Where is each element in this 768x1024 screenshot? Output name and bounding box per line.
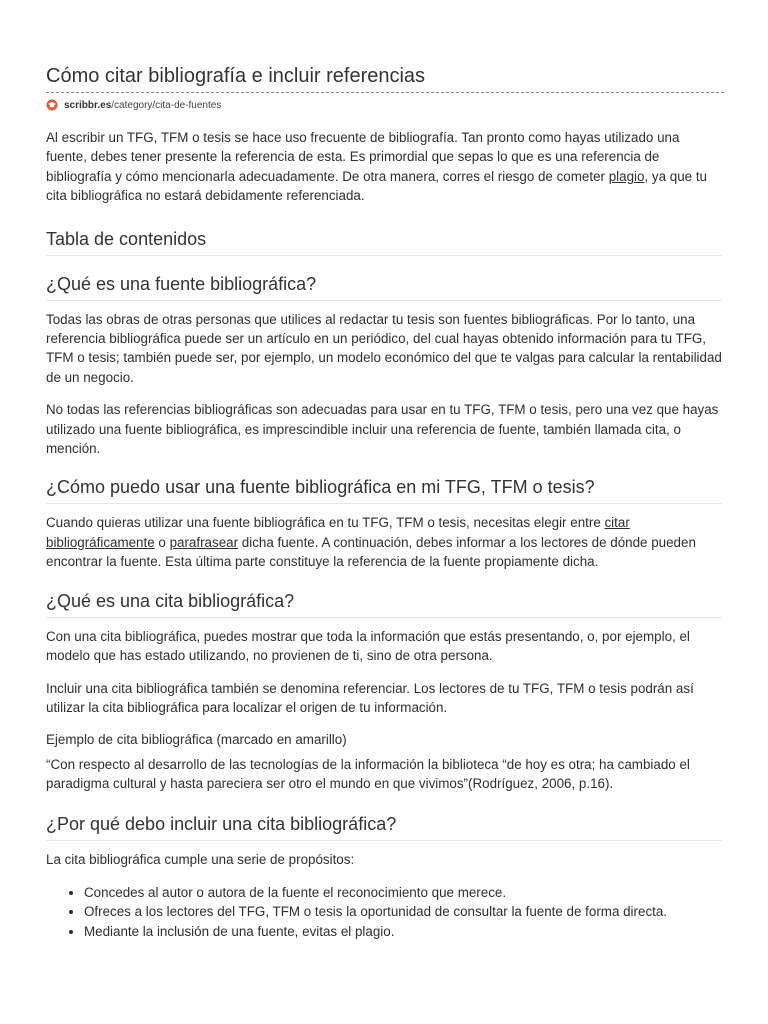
parafrasear-link[interactable]: parafrasear (169, 534, 239, 550)
section4-paragraph: La cita bibliográfica cumple una serie de propósitos: (46, 851, 355, 867)
section2-heading: ¿Cómo puedo usar una fuente bibliográfica en mi TFG, TFM o tesis? (46, 477, 595, 498)
list-item: • Concedes al autor o autora de la fuente el reconocimiento que merece. (84, 883, 722, 902)
toc-heading-block (46, 227, 722, 256)
toc-heading[interactable]: Tabla de contenidos (46, 228, 207, 249)
section2-text-2: dicha fuente. A continuación, debes informar a los lectores de dónde pueden encontrar la fuente. Esta última parte constituye la referencia de la fuente propiamente dicha. (46, 534, 696, 570)
scribbr-graduation-cap-icon (46, 99, 58, 111)
section2-text-o: o (154, 534, 170, 550)
source-line (46, 98, 722, 112)
section4-heading-block (46, 812, 722, 841)
example-quote: “Con respecto al desarrollo de las tecnologías de la información la biblioteca “de hoy es otra; ha cambiado el paradigma cultural y hasta pareciera ser otro el mundo en que vivimos”(Rodríguez, 2006, p.16). (46, 756, 690, 792)
intro-text-1: Al escribir un TFG, TFM o tesis se hace uso frecuente de bibliografía. Tan pronto como hayas utilizado una fuente, debes tener presente la referencia de esta. Es primordial que sepas lo que es una referencia de bibliografía y cómo mencionarla adecuadamente. De otra manera, corres el riesgo de cometer (46, 130, 680, 184)
source-path: /category/cita-de-fuentes (111, 99, 222, 111)
plagio-link[interactable]: plagio (608, 168, 645, 184)
page-title: Cómo citar bibliografía e incluir referencias (46, 65, 426, 87)
section4-heading: ¿Por qué debo incluir una cita bibliográfica? (46, 813, 397, 834)
source-link[interactable] (64, 100, 221, 111)
intro-text-2: , ya que tu cita bibliográfica no estará debidamente referenciada. (46, 168, 707, 204)
section3-heading: ¿Qué es una cita bibliográfica? (46, 590, 295, 611)
section3-heading-block (46, 589, 722, 618)
section1-paragraph-1: Todas las obras de otras personas que utilices al redactar tu tesis son fuentes bibliográficas. Por lo tanto, una referencia bibliográfica puede ser un artículo en un periódico, del cual hayas obtenido información para tu TFG, TFM o tesis; también puede ser, por ejemplo, un modelo económico del que te valgas para calcular la rentabilidad de un negocio. (46, 311, 722, 385)
section3-paragraph-1: Con una cita bibliográfica, puedes mostrar que toda la información que estás presentando, o, por ejemplo, el modelo que has estado utilizando, no provienen de ti, sino de otra persona. (46, 628, 690, 664)
citar-link[interactable]: citar bibliográficamente (46, 515, 630, 550)
section1-heading: ¿Qué es una fuente bibliográfica? (46, 273, 317, 294)
section1-heading-block (46, 272, 722, 301)
section2-heading-block (46, 475, 722, 504)
list-item: • Ofreces a los lectores del TFG, TFM o tesis la oportunidad de consultar la fuente de forma directa. (84, 902, 722, 921)
example-label: Ejemplo de cita bibliográfica (marcado en amarillo) (46, 732, 347, 748)
section1-paragraph-2: No todas las referencias bibliográficas son adecuadas para usar en tu TFG, TFM o tesis, pero una vez que hayas utilizado una fuente bibliográfica, es imprescindible incluir una referencia de fuente, también llamada cita, o mención. (46, 402, 719, 457)
purpose-list (46, 883, 722, 941)
section2-paragraph (46, 513, 722, 571)
list-item: • Mediante la inclusión de una fuente, evitas el plagio. (84, 922, 722, 941)
intro-paragraph (46, 128, 722, 206)
source-domain: scribbr.es (64, 99, 112, 111)
section3-paragraph-2: Incluir una cita bibliográfica también se denomina referenciar. Los lectores de tu TFG, TFM o tesis podrán así utilizar la cita bibliográfica para localizar el origen de tu información. (46, 680, 694, 715)
title-divider (46, 92, 724, 93)
section2-text-1: Cuando quieras utilizar una fuente bibliográfica en tu TFG, TFM o tesis, necesitas elegir entre (46, 515, 605, 531)
